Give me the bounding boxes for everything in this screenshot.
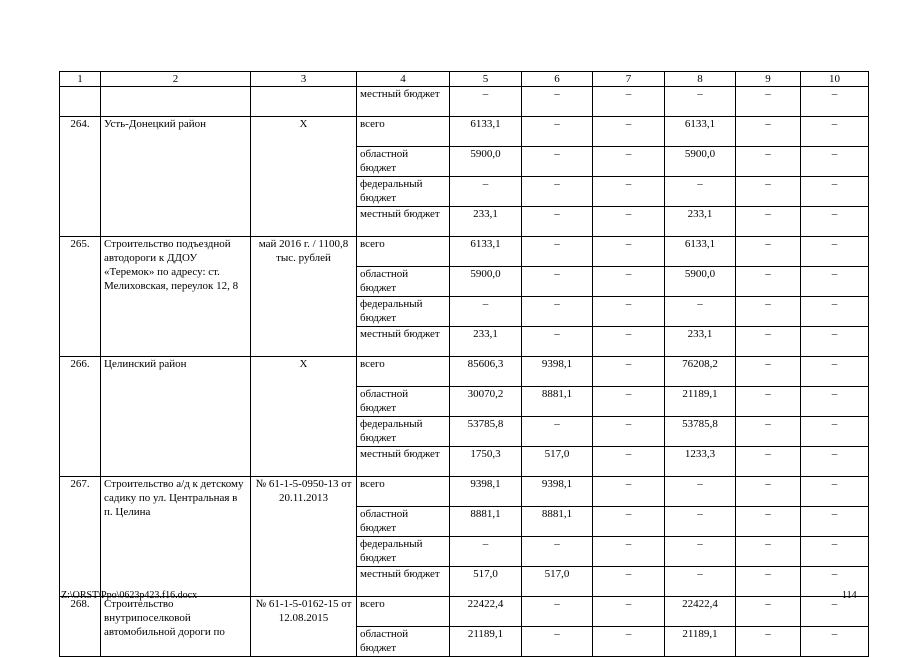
value-cell: 53785,8 bbox=[450, 417, 522, 447]
funding-source: всего bbox=[357, 117, 450, 147]
value-cell: 517,0 bbox=[522, 447, 593, 477]
value-cell: – bbox=[450, 87, 522, 117]
object-name: Целинский район bbox=[101, 357, 251, 477]
value-cell: 9398,1 bbox=[522, 357, 593, 387]
table-row bbox=[60, 357, 869, 387]
value-cell: – bbox=[450, 297, 522, 327]
item-number: 265. bbox=[60, 237, 101, 357]
object-name: Строительство внутрипоселковой автомобильной дороги по bbox=[101, 597, 251, 657]
funding-source: федеральный бюджет bbox=[357, 177, 450, 207]
value-cell: – bbox=[593, 117, 665, 147]
value-cell: – bbox=[801, 387, 869, 417]
value-cell: – bbox=[665, 537, 736, 567]
value-cell: – bbox=[736, 447, 801, 477]
value-cell: – bbox=[665, 177, 736, 207]
value-cell: – bbox=[522, 237, 593, 267]
value-cell: – bbox=[736, 87, 801, 117]
value-cell: – bbox=[593, 507, 665, 537]
terms-cell bbox=[251, 87, 357, 117]
value-cell: 9398,1 bbox=[450, 477, 522, 507]
value-cell: – bbox=[801, 567, 869, 597]
value-cell: – bbox=[593, 267, 665, 297]
funding-source: всего bbox=[357, 477, 450, 507]
value-cell: 6133,1 bbox=[450, 117, 522, 147]
object-name: Усть-Донецкий район bbox=[101, 117, 251, 237]
value-cell: – bbox=[593, 567, 665, 597]
value-cell: 6133,1 bbox=[665, 237, 736, 267]
value-cell: 233,1 bbox=[450, 207, 522, 237]
value-cell: – bbox=[736, 357, 801, 387]
funding-source: всего bbox=[357, 597, 450, 627]
value-cell: – bbox=[736, 237, 801, 267]
value-cell: 517,0 bbox=[522, 567, 593, 597]
value-cell: – bbox=[665, 567, 736, 597]
object-name: Строительство а/д к детскому садику по ул. Центральная в п. Целина bbox=[101, 477, 251, 597]
value-cell: – bbox=[801, 327, 869, 357]
value-cell: – bbox=[593, 597, 665, 627]
value-cell: 1233,3 bbox=[665, 447, 736, 477]
value-cell: – bbox=[801, 297, 869, 327]
table-row bbox=[60, 87, 869, 117]
value-cell: – bbox=[736, 477, 801, 507]
value-cell: – bbox=[593, 297, 665, 327]
value-cell: – bbox=[593, 477, 665, 507]
value-cell: 21189,1 bbox=[450, 627, 522, 657]
value-cell: – bbox=[665, 477, 736, 507]
value-cell: 21189,1 bbox=[665, 387, 736, 417]
value-cell: 22422,4 bbox=[665, 597, 736, 627]
value-cell: – bbox=[593, 627, 665, 657]
header-cell: 3 bbox=[251, 72, 357, 87]
value-cell: – bbox=[736, 327, 801, 357]
value-cell: – bbox=[522, 87, 593, 117]
page-number: 114 bbox=[842, 590, 857, 601]
value-cell: 6133,1 bbox=[450, 237, 522, 267]
value-cell: – bbox=[522, 147, 593, 177]
funding-source: всего bbox=[357, 237, 450, 267]
value-cell: – bbox=[736, 597, 801, 627]
value-cell: – bbox=[593, 417, 665, 447]
value-cell: 8881,1 bbox=[450, 507, 522, 537]
item-number: 268. bbox=[60, 597, 101, 657]
terms-cell: май 2016 г. / 1100,8 тыс. рублей bbox=[251, 237, 357, 357]
funding-source: местный бюджет bbox=[357, 327, 450, 357]
value-cell: – bbox=[736, 297, 801, 327]
value-cell: 22422,4 bbox=[450, 597, 522, 627]
value-cell: – bbox=[736, 207, 801, 237]
file-path: Z:\ORST\Ppo\0623p423.f16.docx bbox=[61, 590, 198, 601]
value-cell: – bbox=[450, 177, 522, 207]
budget-table bbox=[59, 71, 869, 657]
value-cell: – bbox=[665, 87, 736, 117]
value-cell: 85606,3 bbox=[450, 357, 522, 387]
value-cell: – bbox=[736, 387, 801, 417]
value-cell: 233,1 bbox=[450, 327, 522, 357]
funding-source: областной бюджет bbox=[357, 267, 450, 297]
value-cell: – bbox=[593, 357, 665, 387]
header-cell: 2 bbox=[101, 72, 251, 87]
value-cell: – bbox=[801, 357, 869, 387]
value-cell: 233,1 bbox=[665, 327, 736, 357]
header-cell: 4 bbox=[357, 72, 450, 87]
value-cell: 53785,8 bbox=[665, 417, 736, 447]
value-cell: – bbox=[801, 267, 869, 297]
funding-source: областной бюджет bbox=[357, 147, 450, 177]
value-cell: – bbox=[801, 597, 869, 627]
value-cell: 9398,1 bbox=[522, 477, 593, 507]
value-cell: – bbox=[665, 297, 736, 327]
header-cell: 7 bbox=[593, 72, 665, 87]
value-cell: 5900,0 bbox=[665, 147, 736, 177]
funding-source: федеральный бюджет bbox=[357, 417, 450, 447]
value-cell: – bbox=[522, 207, 593, 237]
terms-cell: X bbox=[251, 117, 357, 237]
table-body bbox=[60, 87, 869, 657]
table-row bbox=[60, 237, 869, 267]
value-cell: – bbox=[801, 147, 869, 177]
value-cell: – bbox=[736, 417, 801, 447]
header-cell: 1 bbox=[60, 72, 101, 87]
value-cell: – bbox=[736, 177, 801, 207]
value-cell: – bbox=[736, 117, 801, 147]
value-cell: – bbox=[736, 507, 801, 537]
value-cell: – bbox=[801, 447, 869, 477]
value-cell: – bbox=[522, 627, 593, 657]
funding-source: местный бюджет bbox=[357, 87, 450, 117]
value-cell: 76208,2 bbox=[665, 357, 736, 387]
value-cell: – bbox=[593, 537, 665, 567]
value-cell: – bbox=[801, 237, 869, 267]
value-cell: 517,0 bbox=[450, 567, 522, 597]
value-cell: 6133,1 bbox=[665, 117, 736, 147]
terms-cell: X bbox=[251, 357, 357, 477]
funding-source: федеральный бюджет bbox=[357, 297, 450, 327]
object-name bbox=[101, 87, 251, 117]
value-cell: 5900,0 bbox=[665, 267, 736, 297]
value-cell: – bbox=[736, 537, 801, 567]
value-cell: – bbox=[593, 207, 665, 237]
item-number: 266. bbox=[60, 357, 101, 477]
item-number bbox=[60, 87, 101, 117]
value-cell: 233,1 bbox=[665, 207, 736, 237]
value-cell: – bbox=[522, 267, 593, 297]
value-cell: 5900,0 bbox=[450, 147, 522, 177]
header-cell: 5 bbox=[450, 72, 522, 87]
table-row bbox=[60, 117, 869, 147]
value-cell: – bbox=[801, 477, 869, 507]
value-cell: – bbox=[522, 537, 593, 567]
value-cell: – bbox=[736, 627, 801, 657]
value-cell: – bbox=[801, 417, 869, 447]
value-cell: 30070,2 bbox=[450, 387, 522, 417]
terms-cell: № 61-1-5-0950-13 от 20.11.2013 bbox=[251, 477, 357, 597]
value-cell: – bbox=[450, 537, 522, 567]
table-row bbox=[60, 597, 869, 627]
funding-source: областной бюджет bbox=[357, 507, 450, 537]
value-cell: – bbox=[522, 297, 593, 327]
value-cell: – bbox=[736, 147, 801, 177]
value-cell: – bbox=[593, 327, 665, 357]
funding-source: федеральный бюджет bbox=[357, 537, 450, 567]
value-cell: – bbox=[801, 207, 869, 237]
value-cell: – bbox=[522, 177, 593, 207]
value-cell: 1750,3 bbox=[450, 447, 522, 477]
funding-source: областной бюджет bbox=[357, 387, 450, 417]
value-cell: – bbox=[801, 537, 869, 567]
value-cell: – bbox=[593, 147, 665, 177]
funding-source: всего bbox=[357, 357, 450, 387]
header-row bbox=[60, 72, 869, 87]
header-cell: 8 bbox=[665, 72, 736, 87]
value-cell: – bbox=[593, 237, 665, 267]
value-cell: – bbox=[593, 177, 665, 207]
table-row bbox=[60, 477, 869, 507]
value-cell: 21189,1 bbox=[665, 627, 736, 657]
value-cell: – bbox=[593, 447, 665, 477]
value-cell: – bbox=[522, 117, 593, 147]
value-cell: – bbox=[593, 387, 665, 417]
item-number: 267. bbox=[60, 477, 101, 597]
terms-cell: № 61-1-5-0162-15 от 12.08.2015 bbox=[251, 597, 357, 657]
funding-source: местный бюджет bbox=[357, 567, 450, 597]
value-cell: – bbox=[522, 417, 593, 447]
value-cell: – bbox=[522, 597, 593, 627]
funding-source: местный бюджет bbox=[357, 447, 450, 477]
value-cell: – bbox=[801, 177, 869, 207]
value-cell: – bbox=[736, 267, 801, 297]
value-cell: – bbox=[801, 627, 869, 657]
value-cell: – bbox=[665, 507, 736, 537]
value-cell: – bbox=[801, 117, 869, 147]
value-cell: – bbox=[801, 507, 869, 537]
value-cell: – bbox=[593, 87, 665, 117]
header-cell: 10 bbox=[801, 72, 869, 87]
object-name: Строительство подъездной автодороги к ДДОУ «Теремок» по адресу: ст. Мелиховская, переулок 12, 8 bbox=[101, 237, 251, 357]
value-cell: 5900,0 bbox=[450, 267, 522, 297]
value-cell: – bbox=[801, 87, 869, 117]
value-cell: – bbox=[736, 567, 801, 597]
header-cell: 6 bbox=[522, 72, 593, 87]
value-cell: 8881,1 bbox=[522, 387, 593, 417]
funding-source: местный бюджет bbox=[357, 207, 450, 237]
value-cell: – bbox=[522, 327, 593, 357]
header-cell: 9 bbox=[736, 72, 801, 87]
funding-source: областной бюджет bbox=[357, 627, 450, 657]
value-cell: 8881,1 bbox=[522, 507, 593, 537]
item-number: 264. bbox=[60, 117, 101, 237]
